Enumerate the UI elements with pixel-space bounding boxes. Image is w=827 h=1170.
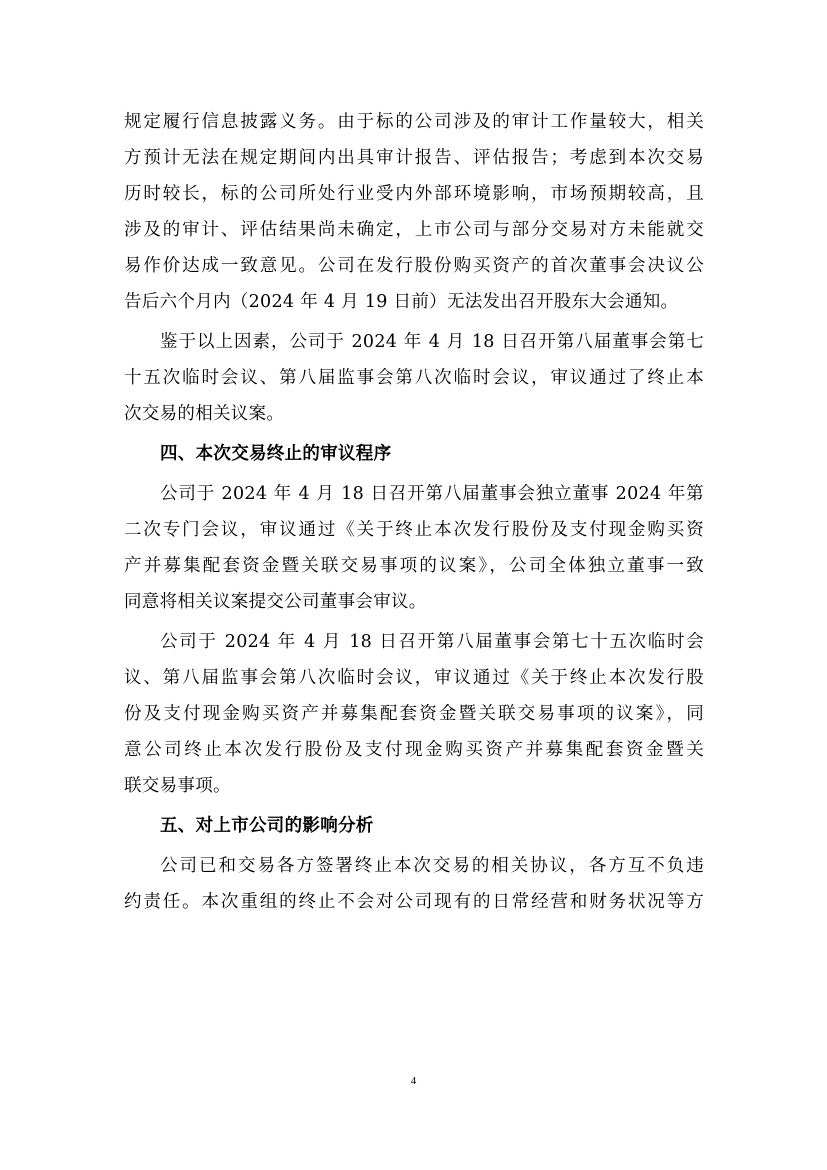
- paragraph-disclosure-continuation: [124, 104, 704, 320]
- text-line: 产并募集配套资金暨关联交易事项的议案》，公司全体独立董事一致: [124, 556, 704, 576]
- text-line: 告后六个月内（2024 年 4 月 19 日前）无法发出召开股东大会通知。: [124, 292, 679, 312]
- text-line: 方预计无法在规定期间内出具审计报告、评估报告；考虑到本次交易: [124, 148, 704, 168]
- paragraph-board-approval: [124, 624, 704, 804]
- section-heading-review-procedure: 四、本次交易终止的审议程序: [160, 444, 392, 464]
- text-line: 议、第八届监事会第八次临时会议，审议通过《关于终止本次发行股: [124, 668, 704, 688]
- text-line: 鉴于以上因素，公司于 2024 年 4 月 18 日召开第八届董事会第七: [160, 332, 704, 352]
- text-line: 易作价达成一致意见。公司在发行股份购买资产的首次董事会决议公: [124, 256, 704, 276]
- page-number: 4: [410, 1075, 417, 1087]
- text-line: 约责任。本次重组的终止不会对公司现有的日常经营和财务状况等方: [124, 892, 704, 912]
- section-heading-impact-analysis: 五、对上市公司的影响分析: [160, 816, 374, 836]
- text-line: 十五次临时会议、第八届监事会第八次临时会议，审议通过了终止本: [124, 368, 704, 388]
- text-line: 历时较长，标的公司所处行业受内外部环境影响，市场预期较高，且: [124, 184, 704, 204]
- text-line: 公司于 2024 年 4 月 18 日召开第八届董事会独立董事 2024 年第: [160, 484, 704, 504]
- text-line: 份及支付现金购买资产并募集配套资金暨关联交易事项的议案》，同: [124, 704, 704, 724]
- text-line: 涉及的审计、评估结果尚未确定，上市公司与部分交易对方未能就交: [124, 220, 704, 240]
- text-line: 公司已和交易各方签署终止本次交易的相关协议，各方互不负违: [160, 856, 704, 876]
- text-line: 同意将相关议案提交公司董事会审议。: [124, 592, 427, 612]
- paragraph-independent-directors: [124, 476, 704, 620]
- text-line: 公司于 2024 年 4 月 18 日召开第八届董事会第七十五次临时会: [160, 632, 704, 652]
- text-line: 次交易的相关议案。: [124, 404, 285, 424]
- text-line: 规定履行信息披露义务。由于标的公司涉及的审计工作量较大，相关: [124, 112, 704, 132]
- text-line: 意公司终止本次发行股份及支付现金购买资产并募集配套资金暨关: [124, 740, 704, 760]
- paragraph-termination-reason: [124, 324, 704, 432]
- paragraph-impact: [124, 848, 704, 920]
- document-body: [124, 104, 704, 920]
- text-line: 二次专门会议，审议通过《关于终止本次发行股份及支付现金购买资: [124, 520, 704, 540]
- text-line: 联交易事项。: [124, 776, 231, 796]
